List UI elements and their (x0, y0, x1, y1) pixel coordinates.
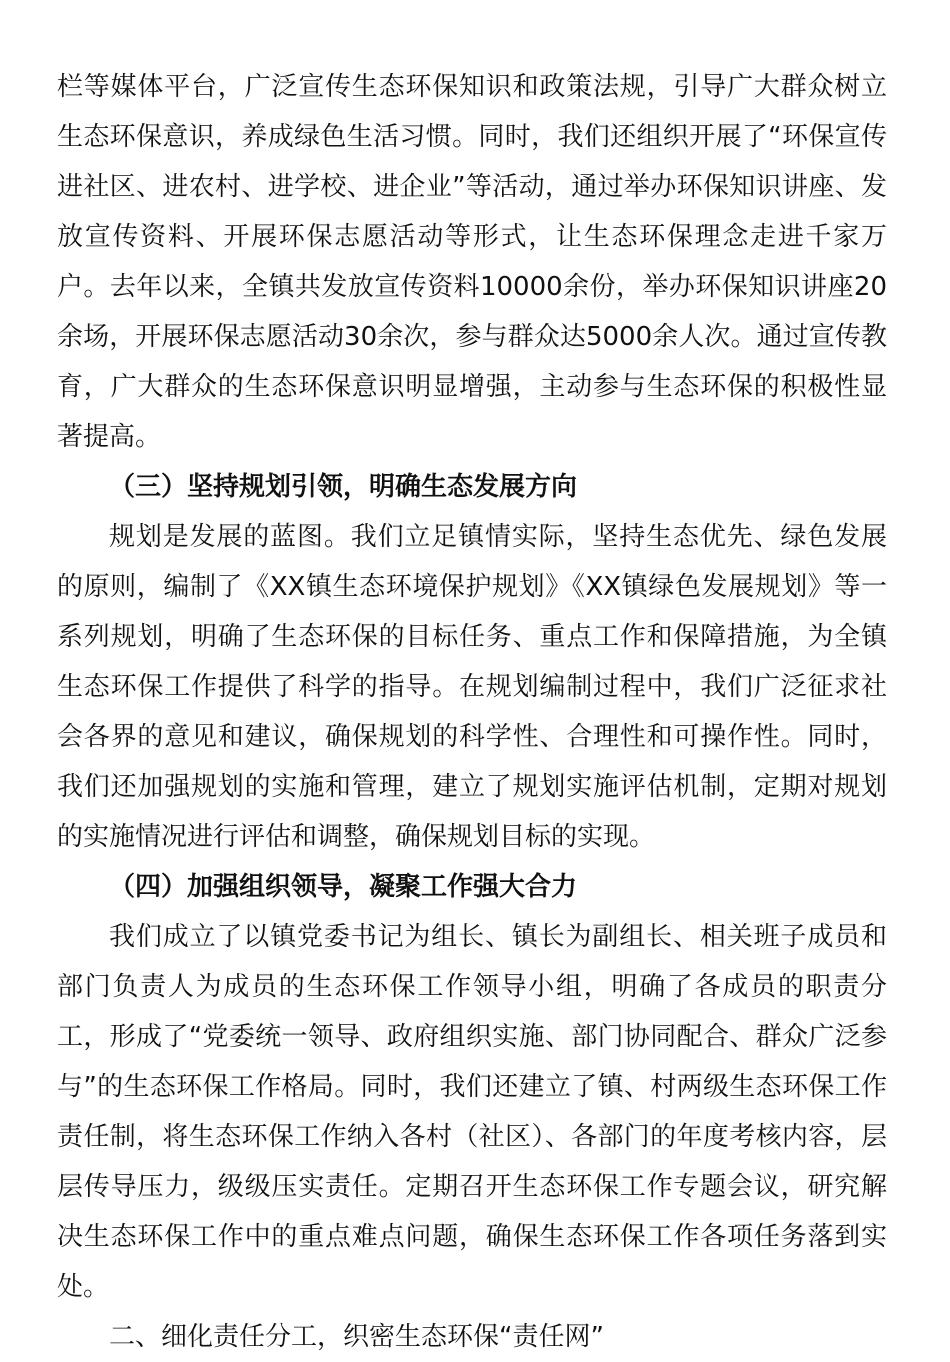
paragraph-leadership-group: 我们成立了以镇党委书记为组长、镇长为副组长、相关班子成员和部门负责人为成员的生态环保工作领导小组，明确了各成员的职责分工，形成了“党委统一领导、政府组织实施、部门协同配合、群众广泛参与”的生态环保工作格局。同时，我们还建立了镇、村两级生态环保工作责任制，将生态环保工作纳入各村（社区）、各部门的年度考核内容，层层传导压力，级级压实责任。定期召开生态环保工作专题会议，研究解决生态环保工作中的重点难点问题，确保生态环保工作各项任务落到实处。 (57, 922, 887, 1302)
document-body (57, 62, 887, 1362)
subheading-organization-leadership: （四）加强组织领导，凝聚工作强大合力 (109, 872, 578, 902)
paragraph-planning: 规划是发展的蓝图。我们立足镇情实际，坚持生态优先、绿色发展的原则，编制了《XX镇生态环境保护规划》《XX镇绿色发展规划》等一系列规划，明确了生态环保的目标任务、重点工作和保障措施，为全镇生态环保工作提供了科学的指导。在规划编制过程中，我们广泛征求社会各界的意见和建议，确保规划的科学性、合理性和可操作性。同时，我们还加强规划的实施和管理，建立了规划实施评估机制，定期对规划的实施情况进行评估和调整，确保规划目标的实现。 (57, 522, 887, 852)
paragraph-publicity-education: 栏等媒体平台，广泛宣传生态环保知识和政策法规，引导广大群众树立生态环保意识，养成绿色生活习惯。同时，我们还组织开展了“环保宣传进社区、进农村、进学校、进企业”等活动，通过举办环保知识讲座、发放宣传资料、开展环保志愿活动等形式，让生态环保理念走进千家万户。去年以来，全镇共发放宣传资料10000余份，举办环保知识讲座20余场，开展环保志愿活动30余次，参与群众达5000余人次。通过宣传教育，广大群众的生态环保意识明显增强，主动参与生态环保的积极性显著提高。 (57, 72, 887, 452)
section-heading-responsibility: 二、细化责任分工，织密生态环保“责任网” (109, 1322, 604, 1352)
subheading-planning-guidance: （三）坚持规划引领，明确生态发展方向 (109, 472, 578, 502)
